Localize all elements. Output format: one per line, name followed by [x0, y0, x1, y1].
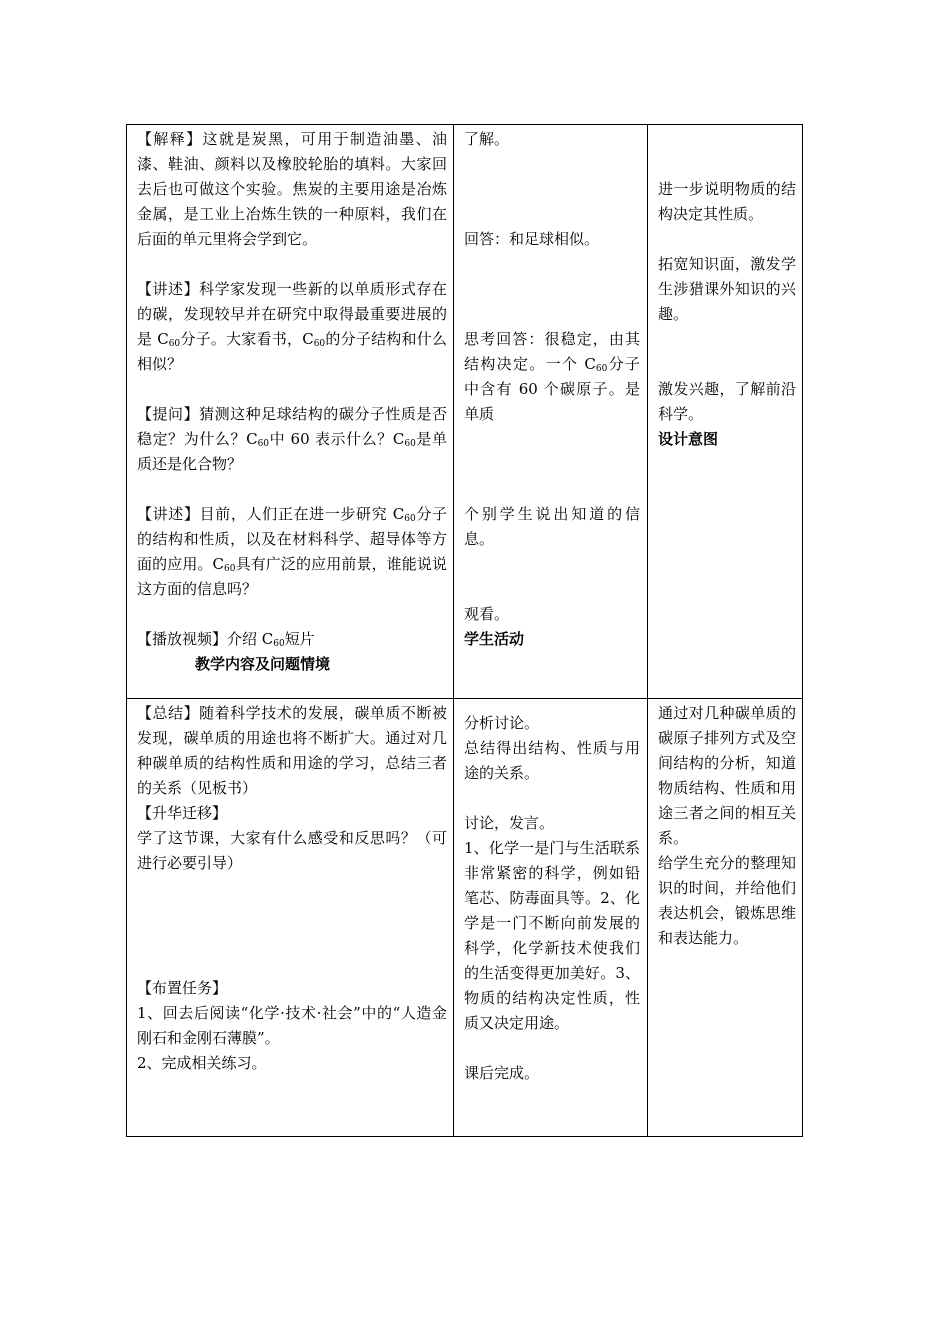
- discuss-text: 讨论，发言。: [464, 814, 555, 832]
- design-intent-header: 设计意图: [658, 430, 719, 448]
- row1-student-cell: [464, 127, 640, 652]
- assignment-item-1: 1、回去后阅读“化学·技术·社会”中的“人造金刚石和金刚石薄膜”。: [137, 1004, 447, 1047]
- column-divider-2: [647, 125, 648, 1136]
- explanation-paragraph: 【解释】这就是炭黑，可用于制造油墨、油漆、鞋油、颜料以及橡胶轮胎的填料。大家回去后也可做这个实验。焦炭的主要用途是冶炼金属，是工业上冶炼生铁的一种原料，我们在后面的单元里将会学到它。: [137, 130, 447, 248]
- interest-text: 激发兴趣，了解前沿科学。: [658, 380, 796, 423]
- column-divider-1: [453, 125, 454, 1136]
- understand-text: 了解。: [464, 130, 510, 148]
- student-activity-header: 学生活动: [464, 630, 525, 648]
- structure-property-text: 进一步说明物质的结构决定其性质。: [658, 180, 796, 223]
- row2-design-cell: [658, 701, 796, 951]
- video-paragraph: 【播放视频】介绍 $C_{60}$短片: [137, 630, 315, 649]
- answer-football-text: 回答：和足球相似。: [464, 230, 600, 248]
- question-paragraph: 【提问】猜测这种足球结构的碳分子性质是否稳定？为什么？$C_{60}$中 60 表示什么？$C_{60}$是单质还是化合物？: [137, 405, 447, 473]
- watch-text: 观看。: [464, 605, 510, 623]
- summarize-text: 总结得出结构、性质与用途的关系。: [464, 739, 640, 782]
- lesson-plan-table: [126, 124, 803, 1137]
- after-class-text: 课后完成。: [464, 1064, 540, 1082]
- share-info-text: 个别学生说出知道的信息。: [464, 505, 640, 548]
- sublimation-heading: 【升华迁移】: [137, 804, 228, 822]
- row1-content-cell: [137, 127, 447, 677]
- analysis-intent-text: 通过对几种碳单质的碳原子排列方式及空间结构的分析，知道物质结构、性质和用途三者之间的相互关系。: [658, 704, 796, 847]
- row1-design-cell: [658, 127, 796, 452]
- discussion-points-text: 1、化学一是门与生活联系非常紧密的科学，例如铅笔芯、防毒面具等。2、化学是一门不断向前发展的科学，化学新技术使我们的生活变得更加美好。3、物质的结构决定性质，性质又决定用途。: [464, 839, 640, 1032]
- reflection-paragraph: 学了这节课，大家有什么感受和反思吗？（可进行必要引导）: [137, 829, 447, 872]
- teaching-content-header: 教学内容及问题情境: [195, 655, 331, 673]
- assignment-item-2: 2、完成相关练习。: [137, 1054, 267, 1072]
- analyze-text: 分析讨论。: [464, 714, 540, 732]
- think-answer-text: 思考回答：很稳定，由其结构决定。一个 $C_{60}$分子中含有 60 个碳原子。是单质: [464, 330, 640, 423]
- expression-intent-text: 给学生充分的整理知识的时间，并给他们表达机会，锻炼思维和表达能力。: [658, 854, 796, 947]
- row2-student-cell: [464, 711, 640, 1086]
- summary-paragraph: 【总结】随着科学技术的发展，碳单质不断被发现，碳单质的用途也将不断扩大。通过对几种碳单质的结构性质和用途的学习，总结三者的关系（见板书）: [137, 704, 447, 797]
- assignment-heading: 【布置任务】: [137, 979, 228, 997]
- broaden-knowledge-text: 拓宽知识面，激发学生涉猎课外知识的兴趣。: [658, 255, 796, 323]
- narration-research-paragraph: 【讲述】目前，人们正在进一步研究 $C_{60}$分子的结构和性质，以及在材料科学、超导体等方面的应用。$C_{60}$具有广泛的应用前景，谁能说说这方面的信息吗？: [137, 505, 447, 598]
- narration-c60-paragraph: 【讲述】科学家发现一些新的以单质形式存在的碳，发现较早并在研究中取得最重要进展的是 $C_{60}$分子。大家看书，$C_{60}$的分子结构和什么相似？: [137, 280, 447, 373]
- row-divider: [127, 698, 802, 699]
- row2-content-cell: [137, 701, 447, 1076]
